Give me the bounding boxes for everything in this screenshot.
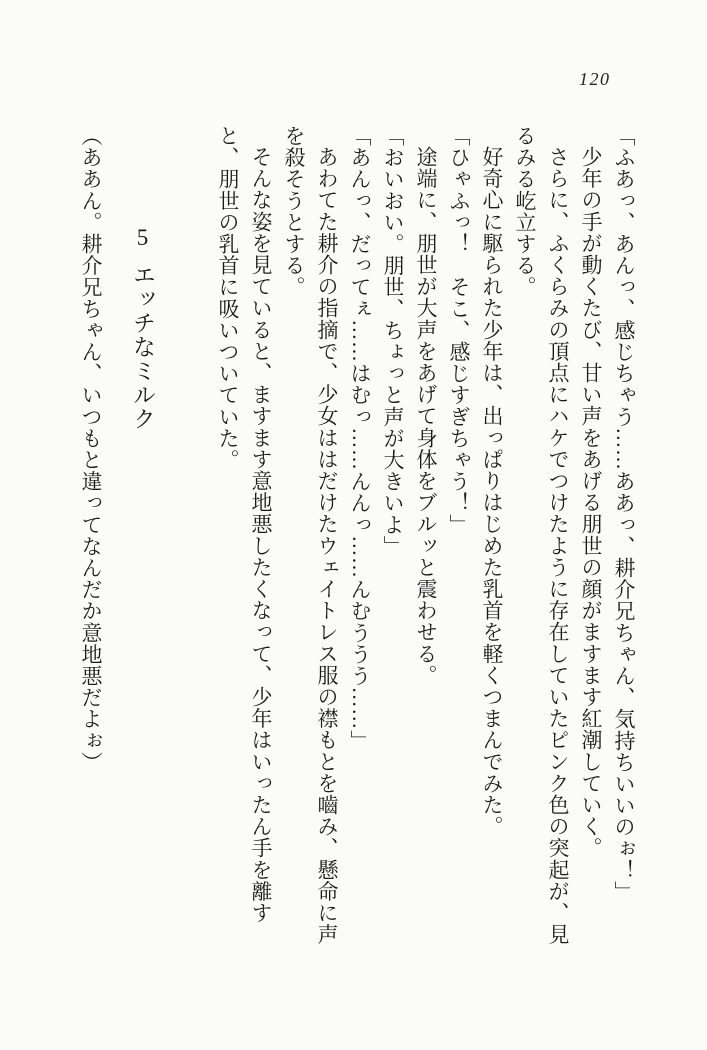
- body-paragraph-8: 「あんっ、だってぇ……はむっ……んんっ……んむううう……」: [348, 125, 372, 752]
- chapter-heading: [121, 125, 163, 947]
- body-paragraph-5: 「ひゃふっ！ そこ、感じすぎちゃう！」: [447, 125, 471, 536]
- body-paragraph-7: 「おいおい。朋世、ちょっと声が大きいよ」: [381, 125, 405, 557]
- page-number: 120: [579, 69, 611, 89]
- body-paragraph-10: そんな姿を見ていると、ますます意地悪したくなって、少年はいったん手を離すと、朋世の乳首に吸いついていた。: [216, 125, 273, 924]
- text-column-flow: [74, 125, 640, 947]
- body-paragraph-2: 少年の手が動くたび、甘い声をあげる朋世の顔がますます紅潮していく。: [579, 146, 603, 859]
- body-paragraph-1: 「ふあっ、あんっ、感じちゃう……ああっ、耕介兄ちゃん、気持ちいいのぉ！」: [612, 125, 636, 903]
- chapter-title: エッチなミルク: [130, 263, 155, 431]
- body-paragraph-3: さらに、ふくらみの頂点にハケでつけたように存在していたピンク色の突起が、見るみる屹立する。: [513, 125, 570, 946]
- body-paragraph-4: 好奇心に駆られた少年は、出っぱりはじめた乳首を軽くつまんでみた。: [480, 146, 504, 838]
- body-paragraph-6: 途端に、朋世が大声をあげて身体をブルッと震わせる。: [414, 146, 438, 686]
- body-paragraph-9: あわてた耕介の指摘で、少女ははだけたウェイトレス服の襟もとを嚙み、懸命に声を殺そうとする。: [282, 125, 339, 946]
- chapter-opening-line: （ああん。耕介兄ちゃん、いつもと違ってなんだか意地悪だよぉ）: [79, 125, 103, 773]
- chapter-number: 5: [130, 225, 155, 251]
